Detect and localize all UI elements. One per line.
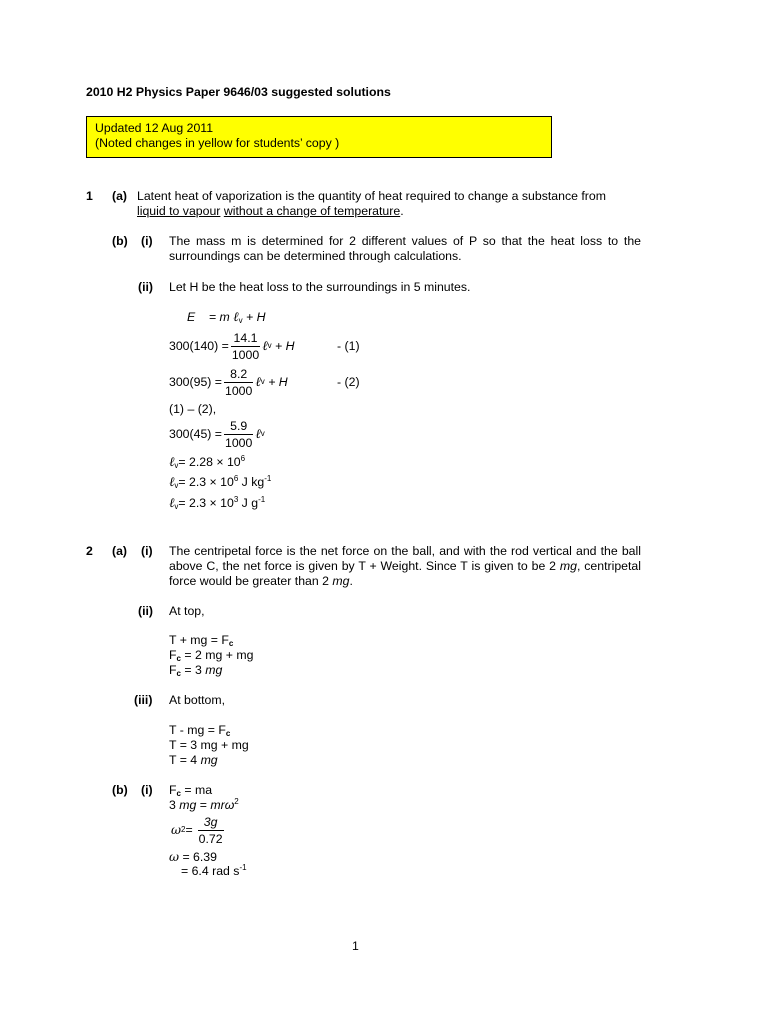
equation-4: 300(45) = $\frac{5.9}{1000}$ ℓ v — [169, 418, 265, 450]
result-2 — [169, 475, 271, 490]
q2a-ii-l2-text: F — [169, 648, 177, 662]
q1-part-b-label: (b) — [112, 234, 128, 248]
res2-unit: J kg — [238, 475, 265, 489]
eq2-fraction — [224, 366, 253, 399]
q1b-i-label: (i) — [141, 234, 153, 248]
equation-subtract: (1) – (2), — [169, 402, 217, 416]
q2b-i-l5-value: = 6.4 rad s — [181, 864, 240, 878]
q2a-iii-line1 — [169, 723, 230, 738]
q2b-i-l4-value: = 6.39 — [179, 850, 217, 864]
q2a-i-text-part2: , centripetal force would be greater than 2 — [169, 559, 641, 588]
q2a-ii-line1 — [169, 633, 233, 648]
q2b-i-l2-text: 3 — [169, 798, 180, 812]
q2a-iii-text: At bottom, — [169, 693, 226, 707]
q2a-i-text — [169, 544, 641, 589]
update-notice-line1: Updated 12 Aug 2011 — [95, 121, 214, 135]
q2b-i-eq-fraction — [198, 814, 224, 847]
q2b-i-l2-eq: = — [196, 798, 211, 812]
q2b-i-line1 — [169, 783, 212, 798]
q2b-i-l2-mromega: mrω — [210, 798, 235, 812]
eq1-lhs: 300(140) = — [169, 339, 229, 353]
q2a-iii-label: (iii) — [134, 693, 153, 707]
eq2-lhs: 300(95) = — [169, 375, 222, 389]
q2a-i-label: (i) — [141, 544, 153, 558]
page-number: 1 — [352, 939, 359, 953]
q2a-ii-l3-rest: = 3 — [180, 663, 206, 677]
eq4-denominator: 1000 — [224, 435, 253, 450]
q2a-iii-line2: T = 3 mg + mg — [169, 738, 249, 752]
res2-exponent: 6 — [233, 474, 239, 483]
q2a-ii-l3-mg: mg — [205, 663, 223, 677]
eq2-rhs: + H — [268, 375, 288, 389]
res2-unit-exponent: -1 — [264, 474, 272, 483]
res3-value: = 2.3 × 10 — [178, 496, 234, 510]
eq2-latent-symbol: ℓ — [255, 375, 261, 390]
result-3 — [169, 496, 265, 511]
update-notice-line2: (Noted changes in yellow for students’ copy ) — [95, 136, 340, 150]
res3-sub: v — [174, 502, 179, 511]
q2a-ii-line2 — [169, 648, 253, 663]
eq1-denominator: 1000 — [231, 347, 260, 362]
q2-part-a-label: (a) — [112, 544, 128, 558]
equation-2: 300(95) = $\frac{8.2}{1000}$ ℓ v + H - (2) — [169, 366, 360, 398]
res1-latent-symbol: ℓ — [169, 455, 175, 470]
eq1-latent-symbol: ℓ — [262, 339, 268, 354]
q2a-ii-label: (ii) — [138, 604, 154, 618]
q2b-i-omega-equation: ω 2 = $\frac{3g}{0.72}$ — [171, 814, 223, 846]
q2a-iii-l1-text: T - mg = F — [169, 723, 226, 737]
q2a-iii-l3-mg: mg — [200, 753, 218, 767]
q1b-i-text: The mass m is determined for 2 different values of P so that the heat loss to the surroundings can be determined through calculations. — [169, 234, 641, 263]
eq0-sub: v — [238, 316, 243, 325]
q2a-ii-l2-rest: = 2 mg + mg — [180, 648, 254, 662]
eq1-fraction — [231, 330, 260, 363]
eq0-lhs: E — [187, 310, 196, 324]
eq0-rhs2: + H — [245, 310, 266, 324]
q2b-i-l1-rest: = ma — [180, 783, 213, 797]
eq1-tag: - (1) — [337, 339, 360, 353]
eq4-latent-symbol: ℓ — [255, 427, 261, 442]
q2a-ii-l3-sub: c — [176, 669, 181, 678]
eq0-rhs1: = m — [208, 310, 230, 324]
q1-part-a-label: (a) — [112, 189, 128, 203]
q2a-i-period: . — [349, 574, 353, 588]
equation-energy — [187, 310, 265, 325]
q2a-ii-line3 — [169, 663, 222, 678]
q2a-ii-l2-sub: c — [176, 654, 181, 663]
q2a-i-text-part1: The centripetal force is the net force on the ball, and with the rod vertical and the ball above C, the net force is given by T + Weight. Since T is given to be 2 — [169, 544, 641, 573]
q1a-underline-liquid-to-vapour: liquid to vapour — [137, 204, 221, 218]
res1-value: = 2.28 × 10 — [178, 455, 241, 469]
q2a-iii-l1-sub: c — [225, 729, 231, 738]
q2b-i-line5 — [181, 864, 247, 879]
question-number-1: 1 — [86, 189, 93, 203]
q1a-text-line1: Latent heat of vaporization is the quantity of heat required to change a substance from — [137, 189, 606, 203]
q2-part-b-label: (b) — [112, 783, 128, 797]
q2b-i-l2-sup: 2 — [234, 797, 239, 806]
q2a-i-mg2: mg — [332, 574, 350, 588]
eq4-numerator: 5.9 — [230, 418, 248, 433]
eq4-lhs: 300(45) = — [169, 427, 222, 441]
q1b-ii-label: (ii) — [138, 280, 154, 294]
q2b-i-line2 — [169, 798, 239, 813]
q1b-ii-text: Let H be the heat loss to the surroundings in 5 minutes. — [169, 280, 471, 294]
eq1-rhs: + H — [275, 339, 295, 353]
equation-1: 300(140) = $\frac{14.1}{1000}$ ℓ v + H - (1) — [169, 330, 360, 362]
eq2-numerator: 8.2 — [230, 366, 248, 381]
res2-value: = 2.3 × 10 — [178, 475, 234, 489]
res3-unit-exponent: -1 — [258, 495, 266, 504]
q2a-iii-line3 — [169, 753, 218, 768]
q2b-i-l1-text: F — [169, 783, 177, 797]
eq4-fraction — [224, 418, 253, 451]
document-title: 2010 H2 Physics Paper 9646/03 suggested solutions — [86, 85, 391, 99]
q2b-i-l1-sub: c — [176, 789, 181, 798]
q2a-ii-l3-text: F — [169, 663, 177, 677]
res3-exponent: 3 — [233, 495, 239, 504]
q1a-period: . — [400, 204, 404, 218]
q2b-i-eq-omega: ω — [171, 823, 182, 837]
q2b-i-l2-mg: mg — [179, 798, 197, 812]
eq0-latent-symbol: ℓ — [233, 310, 239, 325]
res2-latent-symbol: ℓ — [169, 475, 175, 490]
q2a-iii-l3-text: T = 4 — [169, 753, 201, 767]
res1-exponent: 6 — [240, 454, 246, 463]
q2b-i-eq-numerator: 3g — [203, 814, 218, 829]
res3-latent-symbol: ℓ — [169, 496, 175, 511]
q1a-text-line2 — [137, 204, 404, 219]
eq1-numerator: 14.1 — [233, 330, 258, 345]
question-number-2: 2 — [86, 544, 93, 558]
res3-unit: J g — [238, 496, 259, 510]
q2a-i-mg1: mg — [559, 559, 577, 573]
q1a-underline-no-temp-change: without a change of temperature — [223, 204, 401, 218]
res1-sub: v — [174, 461, 179, 470]
q2b-i-eq-denominator: 0.72 — [198, 831, 223, 846]
q2b-i-label: (i) — [141, 783, 153, 797]
update-notice-box — [86, 116, 552, 158]
q2b-i-l5-sup: -1 — [239, 863, 247, 872]
q2b-i-l4-omega: ω — [169, 850, 180, 864]
q2a-ii-text: At top, — [169, 604, 205, 618]
q2b-i-line4 — [169, 850, 217, 865]
q2a-ii-l1-text: T + mg = F — [169, 633, 229, 647]
eq2-tag: - (2) — [337, 375, 360, 389]
result-1 — [169, 455, 245, 470]
q2a-ii-l1-sub: c — [228, 639, 234, 648]
res2-sub: v — [174, 481, 179, 490]
q2b-i-eq-equals: = — [185, 823, 193, 837]
eq2-denominator: 1000 — [224, 383, 253, 398]
